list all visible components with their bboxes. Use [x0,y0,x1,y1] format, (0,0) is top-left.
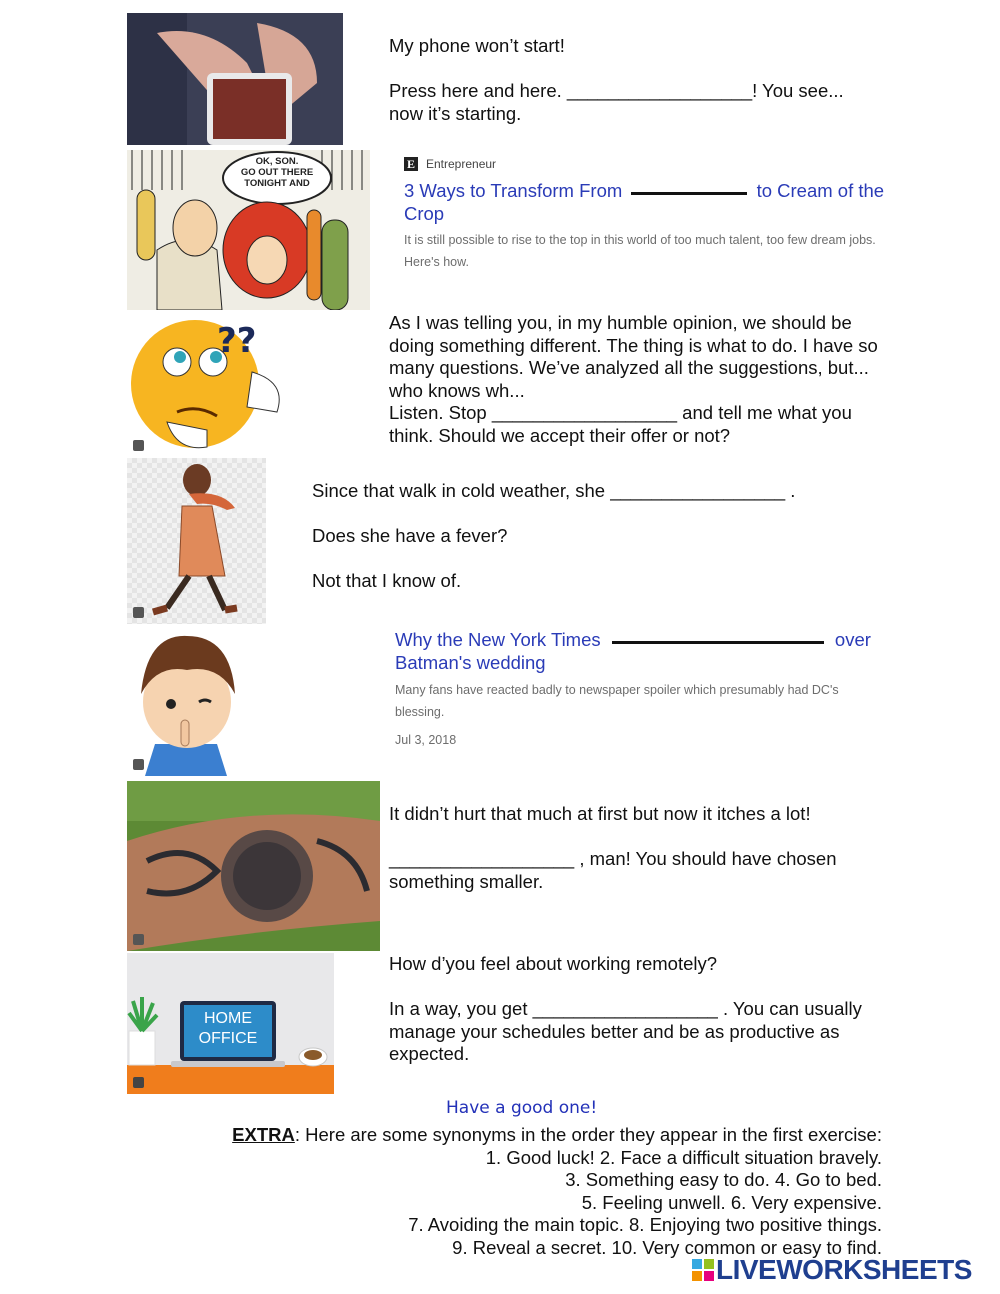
dialogue-3 [389,312,949,447]
dialogue-1 [389,35,949,125]
synonym-line: 3. Something easy to do. 4. Go to bed. [565,1169,882,1191]
entrepreneur-logo: E [404,157,418,171]
dialogue-line [389,976,949,999]
snippet-date: Jul 3, 2018 [395,733,457,747]
extra-intro: : Here are some synonyms in the order they appear in the first exercise: [294,1124,882,1145]
headline-part: 3 Ways to Transform From [404,180,623,201]
dialogue-line: In a way, you get __________________ . You can usually [389,998,862,1019]
snippet-line: Here's how. [404,255,469,269]
comic-text: TONIGHT AND [244,178,310,189]
phone-image [127,13,343,145]
extra-section [160,1124,882,1260]
dialogue-4 [312,480,912,593]
laptop-text: OFFICE [198,1030,258,1047]
dialogue-line: who knows wh... [389,379,525,401]
tattoo-image [127,781,380,951]
liveworksheets-logo [692,1256,972,1284]
dialogue-line: Listen. Stop __________________ and tell me what you [389,402,852,423]
snippet-line: It is still possible to rise to the top in this world of too much talent, too few dream jobs. [404,233,876,247]
nyt-snippet [395,628,915,751]
dialogue-7 [389,953,949,1066]
snippet-line: blessing. [395,705,445,719]
snippet-line: Many fans have reacted badly to newspaper spoiler which presumably had DC's [395,683,839,697]
dialogue-line: My phone won’t start! [389,35,565,56]
synonym-line: 5. Feeling unwell. 6. Very expensive. [581,1191,882,1213]
dialogue-line: think. Should we accept their offer or not? [389,424,731,446]
headline-part: Why the New York Times [395,629,601,650]
dialogue-line: Press here and here. __________________! You see... [389,80,844,101]
dialogue-line [312,503,912,526]
headline-part: Batman's wedding [395,652,546,673]
source-name: Entrepreneur [426,157,497,171]
synonym-line: 9. Reveal a secret. 10. Very common or easy to find. [452,1236,882,1258]
dialogue-line [389,826,949,849]
extra-label: EXTRA [232,1124,295,1145]
logo-wordmark: LIVEWORKSHEETS [716,1254,972,1285]
dialogue-line: many questions. We’ve analyzed all the suggestions, but... [389,357,869,378]
dialogue-line: something smaller. [389,870,544,892]
dialogue-line: doing something different. The thing is what to do. I have so [389,334,878,356]
headline-part: to Cream of the [756,180,885,201]
dialogue-line: Does she have a fever? [312,525,508,546]
svg-text:??: ?? [217,321,257,361]
laptop-text: HOME [204,1010,252,1027]
thinking-emoji-image [127,312,292,457]
answer-blank[interactable] [631,192,747,195]
dialogue-line: now it’s starting. [389,102,522,124]
walking-girl-image [127,458,266,624]
comic-text: GO OUT THERE [240,167,314,178]
shushing-boy-image [127,624,245,776]
headline-part: Crop [404,203,445,224]
dialogue-line: Not that I know of. [312,570,462,591]
dialogue-line: How d’you feel about working remotely? [389,953,718,974]
logo-squares [692,1259,714,1281]
dialogue-6 [389,803,949,893]
dialogue-line: __________________ , man! You should have chosen [389,848,837,869]
dialogue-line [389,58,949,81]
closing-text: Have a good one! [446,1098,598,1118]
home-office-image [127,953,334,1094]
dialogue-line: Since that walk in cold weather, she _________________ . [312,480,796,501]
comic-text: OK, SON. [255,156,299,167]
synonym-line: 7. Avoiding the main topic. 8. Enjoying two positive things. [408,1214,882,1236]
headline-part: over [834,629,871,650]
comic-image [127,150,370,310]
synonym-line: 1. Good luck! 2. Face a difficult situation bravely. [485,1146,882,1168]
dialogue-line: It didn’t hurt that much at first but now it itches a lot! [389,803,811,824]
answer-blank[interactable] [612,641,824,644]
dialogue-line: As I was telling you, in my humble opinion, we should be [389,312,852,333]
dialogue-line [312,548,912,571]
dialogue-line: manage your schedules better and be as productive as [389,1020,840,1042]
entrepreneur-snippet [404,155,924,273]
dialogue-line: expected. [389,1043,470,1064]
